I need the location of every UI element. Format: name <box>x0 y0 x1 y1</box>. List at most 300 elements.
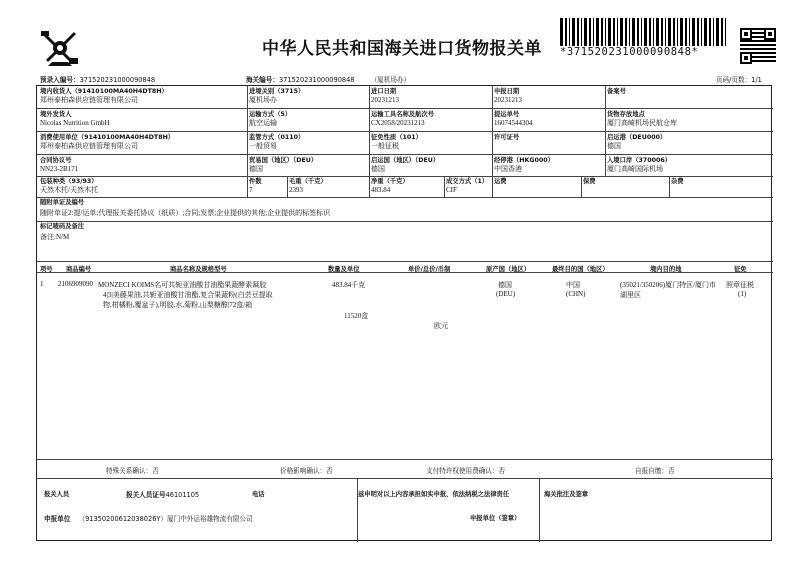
qr-module <box>750 60 752 62</box>
qr-module <box>748 40 750 42</box>
price-confirm-value: 否 <box>326 467 333 475</box>
freight-label: 运费 <box>494 178 507 185</box>
qr-module <box>770 60 772 62</box>
qr-module <box>772 44 774 46</box>
row-qty1: 483.84千克 <box>332 281 366 289</box>
qr-module <box>752 44 754 46</box>
qr-module <box>758 28 760 30</box>
row-exemption-code: (1) <box>738 290 747 298</box>
qr-module <box>756 40 758 42</box>
qr-module <box>756 52 758 54</box>
qr-module <box>754 44 756 46</box>
consignee-field <box>40 87 168 105</box>
qr-module <box>770 32 772 34</box>
qr-module <box>744 56 746 58</box>
consignee-label: 境内收货人（91410100MA40H4DT8H） <box>40 88 168 95</box>
royalty-confirm <box>426 465 505 475</box>
qr-module <box>772 52 774 54</box>
qr-module <box>774 32 776 34</box>
vehicle-label: 运输工具名称及航次号 <box>371 111 434 118</box>
docs-field <box>40 198 330 218</box>
departure-port-label: 启运港（DEU000） <box>607 134 667 141</box>
qr-module <box>768 60 770 62</box>
col-origin: 原产国（地区） <box>486 266 531 273</box>
barcode-bar <box>644 18 647 46</box>
insurance-label: 保费 <box>583 178 596 185</box>
record-no-label: 备案号 <box>607 88 626 95</box>
barcode-bar <box>581 18 582 46</box>
qr-module <box>740 62 742 64</box>
qr-module <box>750 28 752 30</box>
qr-module <box>758 44 760 46</box>
row-domestic-dest: (35021/350206)厦门特区/厦门市湖里区 <box>620 281 717 299</box>
import-date-value: 20231213 <box>371 96 399 104</box>
qr-module <box>768 38 770 40</box>
shipper-label: 境外发货人 <box>40 111 72 118</box>
qr-module <box>750 40 752 42</box>
barcode-bar <box>677 18 678 46</box>
qr-module <box>760 40 762 42</box>
barcode-bar <box>593 18 594 46</box>
barcode-bar <box>704 18 707 46</box>
qr-module <box>754 36 756 38</box>
record-no-field <box>607 87 626 96</box>
qr-module <box>740 60 742 62</box>
storage-value: 厦门高崎机场民航仓库 <box>607 119 677 127</box>
trade-country-field <box>249 156 317 174</box>
supervision-label: 监管方式（0110） <box>249 134 305 141</box>
qr-module <box>746 52 748 54</box>
barcode <box>560 18 728 46</box>
misc-label: 杂费 <box>671 178 684 185</box>
declarant-id-label: 报关人员证号 <box>126 491 166 499</box>
qr-module <box>744 28 746 30</box>
declaration-statement: 兹申明对以上内容承担如实申报、依法纳税之法律责任 <box>358 491 510 498</box>
contract-value: NN23-2B171 <box>40 165 79 173</box>
qr-module <box>752 32 754 34</box>
special-confirm-value: 否 <box>152 467 159 475</box>
col-exemption: 征免 <box>734 266 747 273</box>
row-name-line3: 物,柑橘粉,覆盆子),明胶,水,菊粉,山梨糖醇|72盒/箱 <box>103 301 253 309</box>
barcode-bar <box>629 18 630 46</box>
net-field <box>371 177 409 195</box>
row-qty2: 11520盒 <box>344 312 369 320</box>
prerecord-label: 预录入编号： <box>40 76 80 84</box>
qr-module <box>764 52 766 54</box>
qr-module <box>740 44 742 46</box>
qr-module <box>752 48 754 50</box>
license-label: 许可证号 <box>494 134 520 141</box>
declare-date-label: 申报日期 <box>494 88 520 95</box>
supervision-value: 一般贸易 <box>249 142 277 150</box>
qr-module <box>764 44 766 46</box>
page-label: 页码/页数： <box>716 76 752 84</box>
trade-country-value: 德国 <box>249 165 263 173</box>
entry-port-label: 进境关别（3715） <box>249 88 305 95</box>
deal-mode-label: 成交方式（1） <box>446 178 489 185</box>
qr-module <box>774 30 776 32</box>
barcode-bar <box>673 18 675 46</box>
declarant-id-value: 46101105 <box>165 491 200 499</box>
self-confirm-value: 否 <box>667 467 675 475</box>
entry-port-field <box>249 87 304 105</box>
shipper-field <box>40 110 110 128</box>
trade-country-label: 贸易国（地区）（DEU） <box>249 157 318 164</box>
package-label: 包装种类（93/93） <box>40 178 98 185</box>
row-dest-code: (CHN) <box>566 290 586 298</box>
freight-field <box>494 177 507 186</box>
qr-module <box>772 28 774 30</box>
qr-module <box>748 38 750 40</box>
shipper-value: Nicolas Nutrition GmbH <box>40 119 110 127</box>
net-label: 净重（千克） <box>371 178 409 185</box>
qr-module <box>750 34 752 36</box>
qr-module <box>762 40 764 42</box>
qr-module <box>764 40 766 42</box>
pieces-value: 7 <box>249 186 253 194</box>
gross-label: 毛重（千克） <box>289 178 327 185</box>
row-origin: 德国 <box>498 281 512 289</box>
deal-mode-field <box>446 177 488 195</box>
barcode-bar <box>641 18 642 46</box>
tax-field <box>371 133 422 151</box>
qr-module <box>750 48 752 50</box>
qr-module <box>762 36 764 38</box>
qr-module <box>740 36 742 38</box>
consignee-value: 郑州泰柏森供应链管理有限公司 <box>40 96 138 104</box>
col-dest: 最终目的国（地区） <box>552 266 609 273</box>
seal-label: 申报单位（签章） <box>470 515 521 522</box>
barcode-bar <box>709 18 711 46</box>
customs-no: 371520231000090848 <box>278 76 355 84</box>
qr-module <box>748 28 750 30</box>
qr-module <box>772 48 774 50</box>
barcode-bar <box>637 18 639 46</box>
qr-module <box>774 36 776 38</box>
barcode-bar <box>625 18 627 46</box>
qr-module <box>768 56 770 58</box>
declarant-label: 报关人员 <box>44 491 70 498</box>
qr-module <box>770 56 772 58</box>
qr-module <box>744 58 746 60</box>
qr-module <box>772 40 774 42</box>
qr-module <box>744 40 746 42</box>
qr-module <box>746 44 748 46</box>
qr-module <box>760 28 762 30</box>
qr-module <box>762 28 764 30</box>
insurance-field <box>583 177 596 186</box>
qr-module <box>746 62 748 64</box>
col-name: 商品名称及规格型号 <box>170 266 227 273</box>
declaring-unit-label: 申报单位 <box>44 515 71 523</box>
col-hs-code: 商品编号 <box>66 266 92 273</box>
qr-module <box>770 38 772 40</box>
qr-module <box>764 32 766 34</box>
price-confirm <box>280 465 333 475</box>
qr-module <box>740 40 742 42</box>
qr-module <box>740 30 742 32</box>
qr-module <box>766 40 768 42</box>
qr-module <box>750 38 752 40</box>
departure-port-field <box>607 133 666 151</box>
qr-module <box>756 32 758 34</box>
qr-module <box>744 52 746 54</box>
transport-mode-field <box>249 110 291 128</box>
deal-mode-value: CIF <box>446 186 457 194</box>
entry-site-label: 入境口岸（370006） <box>607 157 672 164</box>
qr-module <box>768 44 770 46</box>
qr-module <box>746 48 748 50</box>
qr-module <box>766 60 768 62</box>
qr-module <box>740 54 742 56</box>
qr-module <box>740 58 742 60</box>
barcode-bar <box>661 18 663 46</box>
docs-value: 随附单证2:提/运单;代理报关委托协议（纸质）;合同;发票;企业提供的其他;企业提供的标签标识 <box>40 209 331 217</box>
qr-module <box>748 44 750 46</box>
qr-module <box>758 56 760 58</box>
qr-module <box>746 56 748 58</box>
vehicle-field <box>371 110 434 128</box>
qr-module <box>742 40 744 42</box>
barcode-bar <box>668 18 671 46</box>
qr-module <box>746 58 748 60</box>
qr-module <box>740 34 742 36</box>
qr-module <box>744 62 746 64</box>
barcode-bar <box>725 18 726 46</box>
qr-module <box>770 40 772 42</box>
qr-module <box>752 28 754 30</box>
barcode-bar <box>656 18 659 46</box>
tax-label: 征免性质（101） <box>371 134 422 141</box>
qr-module <box>770 52 772 54</box>
qr-module <box>742 48 744 50</box>
qr-module <box>742 38 744 40</box>
qr-module <box>746 32 748 34</box>
qr-module <box>774 34 776 36</box>
qr-module <box>774 48 776 50</box>
page-count <box>716 74 762 84</box>
qr-module <box>752 56 754 58</box>
qr-module <box>750 54 752 56</box>
declare-date-value: 20231213 <box>494 96 522 104</box>
departure-port-value: 德国 <box>607 142 621 150</box>
qr-module <box>756 44 758 46</box>
barcode-bar <box>565 18 567 46</box>
qr-module <box>764 36 766 38</box>
package-value: 天然木托/天然木托 <box>40 186 98 194</box>
qr-module <box>752 40 754 42</box>
transport-mode-label: 运输方式（5） <box>249 111 292 118</box>
qr-module <box>768 32 770 34</box>
qr-module <box>760 48 762 50</box>
qr-module <box>758 40 760 42</box>
barcode-bar <box>721 18 723 46</box>
qr-module <box>740 56 742 58</box>
qr-module <box>768 28 770 30</box>
qr-code <box>740 28 776 64</box>
qr-module <box>744 48 746 50</box>
bill-value: 16074544304 <box>494 119 533 127</box>
qr-module <box>760 60 762 62</box>
contract-field <box>40 156 78 174</box>
qr-module <box>740 48 742 50</box>
storage-field <box>607 110 677 128</box>
qr-module <box>760 32 762 34</box>
barcode-bar <box>577 18 579 46</box>
license-field <box>494 133 519 142</box>
qr-module <box>754 28 756 30</box>
royalty-confirm-value: 否 <box>498 467 506 475</box>
qr-module <box>740 38 742 40</box>
row-dest: 中国 <box>566 281 580 289</box>
price-confirm-label: 价格影响确认： <box>280 467 327 475</box>
row-name-line1: MONZECI KOIMS名可共轭亚油酸甘油酯果蔬酵素凝胶 <box>98 281 267 289</box>
qr-module <box>768 52 770 54</box>
qr-module <box>758 60 760 62</box>
barcode-bar <box>701 18 702 46</box>
qr-module <box>760 52 762 54</box>
qr-module <box>774 38 776 40</box>
qr-module <box>758 32 760 34</box>
net-value: 483.84 <box>371 186 391 194</box>
declaring-unit-value: （91350200612038026Y）厦门中外运裕雄物流有限公司 <box>78 515 253 523</box>
pieces-label: 件数 <box>249 178 262 185</box>
qr-module <box>746 40 748 42</box>
qr-module <box>762 48 764 50</box>
barcode-text: *371520231000090848* <box>560 46 699 58</box>
entry-site-value: 厦门高崎国际机场 <box>607 165 663 173</box>
qr-module <box>752 60 754 62</box>
barcode-bar <box>665 18 666 46</box>
page-title: 中华人民共和国海关进口货物报关单 <box>262 39 542 59</box>
qr-module <box>750 44 752 46</box>
qr-module <box>750 58 752 60</box>
misc-field <box>671 177 684 186</box>
qr-module <box>762 52 764 54</box>
qr-module <box>766 28 768 30</box>
qr-module <box>756 36 758 38</box>
qr-module <box>754 56 756 58</box>
barcode-bar <box>697 18 699 46</box>
vehicle-value: CX2058/20231213 <box>371 119 425 127</box>
qr-module <box>768 34 770 36</box>
qr-module <box>760 36 762 38</box>
qr-module <box>740 28 742 30</box>
transit-port-label: 经停港（HKG000） <box>494 157 554 164</box>
row-item-no: 1 <box>40 280 44 288</box>
gross-value: 2393 <box>289 186 303 194</box>
qr-module <box>746 38 748 40</box>
import-date-label: 进口日期 <box>371 88 397 95</box>
barcode-bar <box>569 18 570 46</box>
transit-port-field <box>494 156 554 174</box>
row-name-line2: 4|3|美藤果油,共轭亚油酸甘油酯,复合果蔬粉(白芸豆提取 <box>103 291 273 299</box>
qr-module <box>762 44 764 46</box>
qr-module <box>768 40 770 42</box>
qr-module <box>744 44 746 46</box>
qr-module <box>754 48 756 50</box>
barcode-bar <box>608 18 611 46</box>
marks-value: 备注:N/M <box>40 233 70 241</box>
qr-module <box>750 30 752 32</box>
consumer-field <box>40 133 174 151</box>
qr-module <box>740 52 742 54</box>
qr-module <box>760 56 762 58</box>
origin-country-value: 德国 <box>371 165 385 173</box>
col-qty: 数量及单位 <box>328 266 360 273</box>
row-hs-code: 2106909090 <box>58 280 93 288</box>
qr-module <box>742 52 744 54</box>
barcode-bar <box>605 18 606 46</box>
qr-module <box>772 56 774 58</box>
prerecord-no: 371520231000090848 <box>79 76 156 84</box>
entry-port-value: 厦机场办 <box>249 96 277 104</box>
barcode-bar <box>649 18 651 46</box>
qr-module <box>772 60 774 62</box>
consumer-label: 消费使用单位（91410100MA40H4DT8H） <box>40 134 175 141</box>
qr-module <box>748 48 750 50</box>
origin-country-label: 启运国（地区）（DEU） <box>371 157 440 164</box>
qr-module <box>762 32 764 34</box>
qr-module <box>756 60 758 62</box>
qr-module <box>754 40 756 42</box>
qr-module <box>766 44 768 46</box>
qr-module <box>766 56 768 58</box>
declare-date-field <box>494 87 522 105</box>
entry-site-field <box>607 156 671 174</box>
qr-module <box>746 28 748 30</box>
col-item-no: 项号 <box>40 266 53 273</box>
qr-module <box>764 30 766 32</box>
qr-module <box>754 52 756 54</box>
page-value: 1/1 <box>751 76 762 84</box>
qr-module <box>752 36 754 38</box>
qr-module <box>746 34 748 36</box>
barcode-bar <box>653 18 654 46</box>
qr-module <box>750 36 752 38</box>
qr-module <box>770 44 772 46</box>
prerecord-line <box>40 74 155 84</box>
qr-module <box>758 52 760 54</box>
row-currency: 欧元 <box>434 322 448 330</box>
declarant-id <box>126 489 199 499</box>
qr-module <box>764 56 766 58</box>
qr-module <box>774 40 776 42</box>
qr-module <box>774 56 776 58</box>
barcode-bar <box>589 18 591 46</box>
barcode-bar <box>601 18 603 46</box>
docs-label: 随附单证及编号 <box>40 199 85 206</box>
barcode-bar <box>713 18 714 46</box>
qr-module <box>760 44 762 46</box>
self-confirm <box>635 465 675 475</box>
qr-module <box>764 28 766 30</box>
royalty-confirm-label: 支付特许权使用费确认： <box>426 467 499 475</box>
qr-module <box>770 28 772 30</box>
barcode-bar <box>572 18 575 46</box>
qr-module <box>748 52 750 54</box>
office-note: （厦机场办） <box>370 76 411 84</box>
row-exemption: 照章征税 <box>726 281 754 289</box>
col-price: 单价/总价/币制 <box>408 266 451 273</box>
barcode-bar <box>680 18 683 46</box>
customs-no-label: 海关编号： <box>246 76 279 84</box>
phone-label: 电话 <box>252 491 265 498</box>
qr-module <box>752 52 754 54</box>
qr-module <box>742 62 744 64</box>
supervision-field <box>249 133 304 151</box>
marks-label: 标记唛码及备注 <box>40 223 85 230</box>
